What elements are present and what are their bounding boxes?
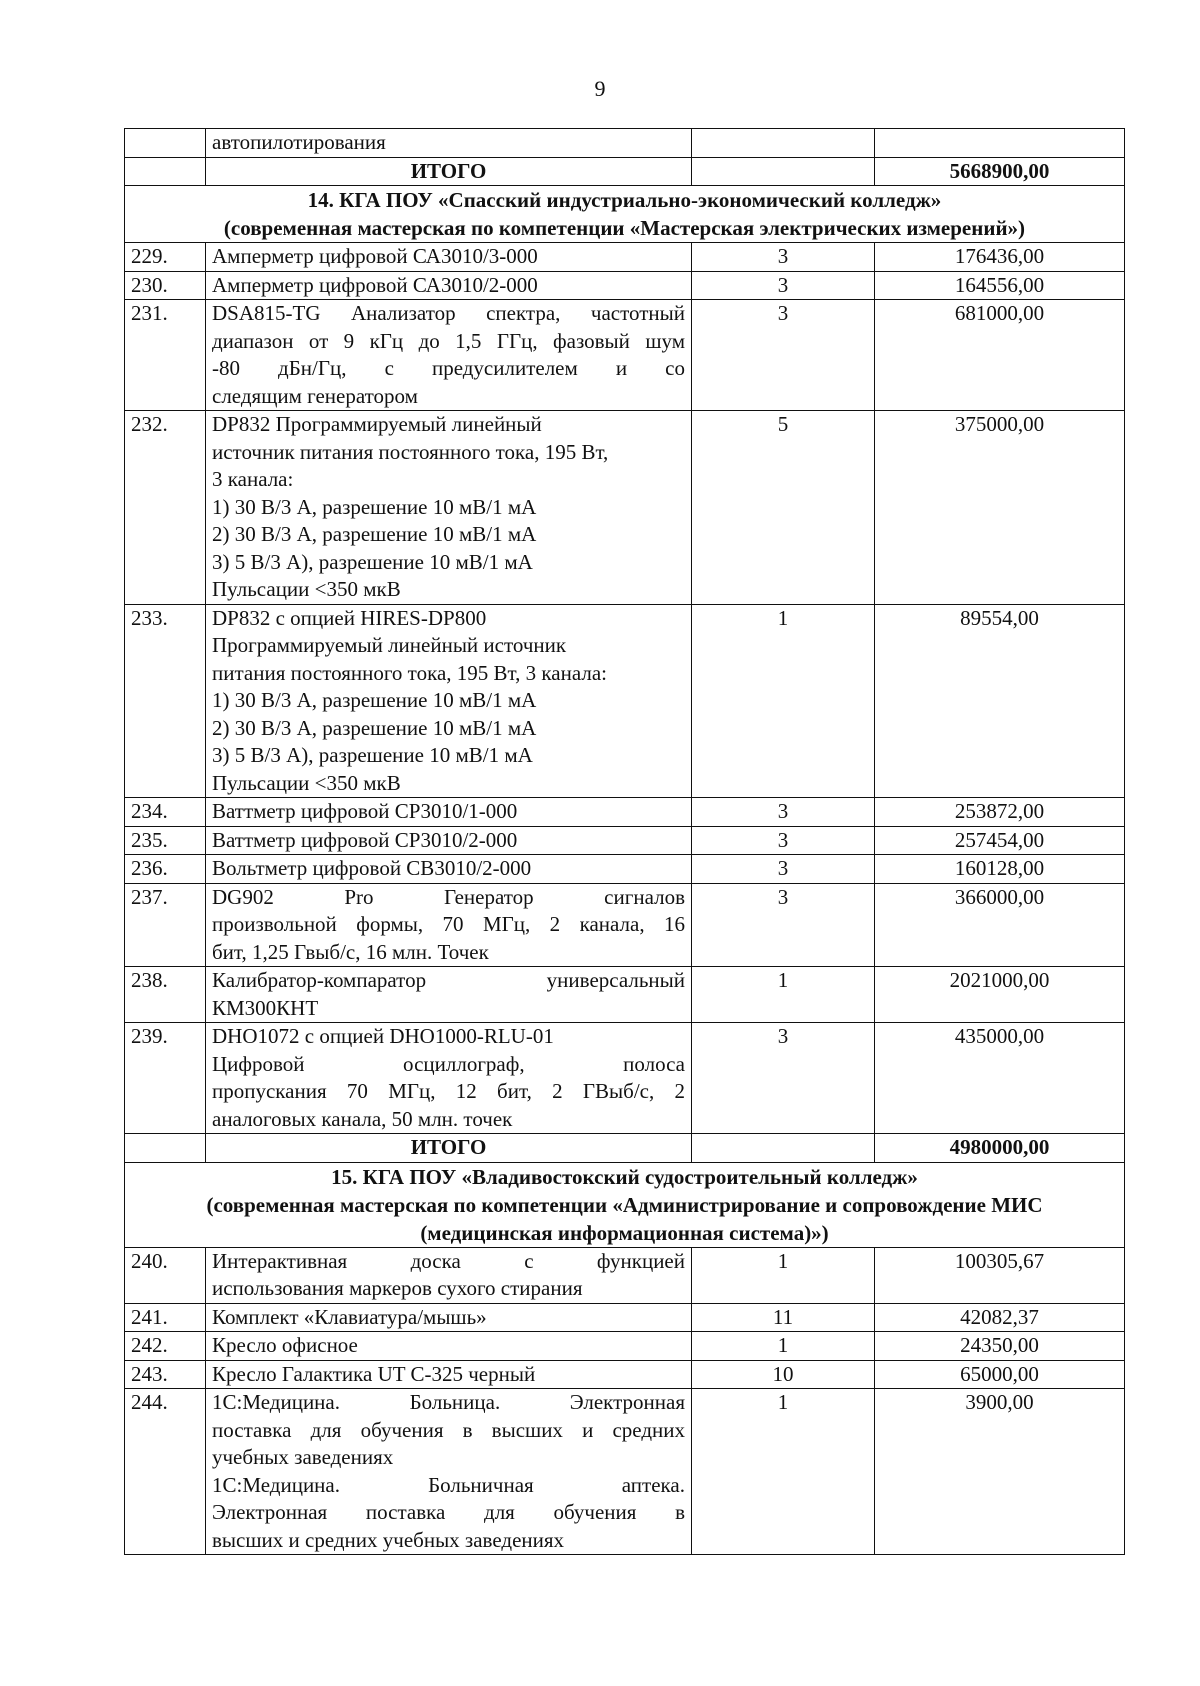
- item-name: [206, 411, 692, 605]
- item-name: [206, 855, 692, 884]
- item-number: 244.: [125, 1389, 206, 1555]
- item-name-line: питания постоянного тока, 195 Вт, 3 канала:: [212, 660, 607, 685]
- item-quantity: 3: [692, 300, 875, 411]
- item-price: 100305,67: [875, 1247, 1125, 1303]
- item-name: [206, 967, 692, 1023]
- item-number: 231.: [125, 300, 206, 411]
- item-number: 233.: [125, 604, 206, 798]
- item-name-line: 1С:Медицина. Больничная аптека.: [212, 1472, 685, 1497]
- item-quantity: 3: [692, 271, 875, 300]
- item-name-line: бит, 1,25 Гвыб/с, 16 млн. Точек: [212, 939, 489, 964]
- page-number: 9: [594, 76, 606, 101]
- item-price: 681000,00: [875, 300, 1125, 411]
- item-number: [125, 129, 206, 158]
- item-name-line: Амперметр цифровой СА3010/2-000: [212, 272, 538, 297]
- total-label: ИТОГО: [206, 157, 692, 186]
- item-name-line: использования маркеров сухого стирания: [212, 1276, 583, 1300]
- item-name-line: КМ300КНТ: [212, 995, 319, 1020]
- item-quantity: 3: [692, 883, 875, 967]
- item-number: 242.: [125, 1332, 206, 1361]
- item-name-line: Электронная поставка для обучения в: [212, 1500, 685, 1524]
- item-price: 65000,00: [875, 1360, 1125, 1389]
- item-name-line: DHO1072 с опцией DHO1000-RLU-01: [212, 1024, 554, 1048]
- total-value: 4980000,00: [875, 1134, 1125, 1163]
- item-name-line: Программируемый линейный источник: [212, 633, 567, 657]
- table-row: [125, 604, 1125, 798]
- item-number: 243.: [125, 1360, 206, 1389]
- item-quantity: 3: [692, 243, 875, 272]
- item-name-line: высших и средних учебных заведениях: [212, 1527, 565, 1552]
- table-row: [125, 243, 1125, 272]
- item-price: 435000,00: [875, 1023, 1125, 1134]
- section-header: [125, 186, 1125, 243]
- table-row: [125, 883, 1125, 967]
- item-name: [206, 604, 692, 798]
- item-quantity: 1: [692, 1332, 875, 1361]
- total-row: [125, 1134, 1125, 1163]
- section-header-line: 15. КГА ПОУ «Владивостокский судостроительный колледж»: [331, 1164, 918, 1189]
- item-price: 89554,00: [875, 604, 1125, 798]
- table-row: [125, 411, 1125, 605]
- item-name-line: автопилотирования: [212, 130, 386, 154]
- item-name-line: 1) 30 В/3 А, разрешение 10 мВ/1 мА: [212, 688, 537, 712]
- table-row: [125, 1247, 1125, 1303]
- item-number: 241.: [125, 1303, 206, 1332]
- item-quantity: 1: [692, 604, 875, 798]
- table-row: [125, 300, 1125, 411]
- section-header-line: (медицинская информационная система)»): [420, 1220, 829, 1245]
- item-name: [206, 1303, 692, 1332]
- item-quantity: 3: [692, 855, 875, 884]
- item-name-line: Кресло офисное: [212, 1333, 358, 1357]
- item-price: 375000,00: [875, 411, 1125, 605]
- item-number: 237.: [125, 883, 206, 967]
- table-row: [125, 1023, 1125, 1134]
- total-empty-cell: [125, 1134, 206, 1163]
- table-row: [125, 1332, 1125, 1361]
- item-name-line: 3 канала:: [212, 467, 294, 491]
- item-quantity: 5: [692, 411, 875, 605]
- item-name-line: Ваттметр цифровой СР3010/1-000: [212, 799, 518, 823]
- item-price: 42082,37: [875, 1303, 1125, 1332]
- table-row: [125, 855, 1125, 884]
- section-header: [125, 1162, 1125, 1247]
- table-row: [125, 967, 1125, 1023]
- table-row: [125, 1389, 1125, 1555]
- item-number: 239.: [125, 1023, 206, 1134]
- item-name: [206, 1247, 692, 1303]
- item-name-line: 1) 30 В/3 А, разрешение 10 мВ/1 мА: [212, 494, 537, 519]
- total-empty-cell: [692, 1134, 875, 1163]
- item-name-line: DP832 с опцией HIRES-DP800: [212, 605, 487, 630]
- total-empty-cell: [692, 157, 875, 186]
- item-name-line: поставка для обучения в высших и средних: [212, 1417, 685, 1442]
- item-price: 164556,00: [875, 271, 1125, 300]
- item-price: 253872,00: [875, 798, 1125, 827]
- item-number: 229.: [125, 243, 206, 272]
- item-name: [206, 271, 692, 300]
- item-name-line: Кресло Галактика UT С-325 черный: [212, 1361, 536, 1386]
- item-name: [206, 883, 692, 967]
- item-name: [206, 243, 692, 272]
- equipment-table: [124, 128, 1125, 1555]
- item-name: [206, 798, 692, 827]
- item-price: 2021000,00: [875, 967, 1125, 1023]
- item-name-line: 2) 30 В/3 А, разрешение 10 мВ/1 мА: [212, 715, 537, 740]
- total-empty-cell: [125, 157, 206, 186]
- item-name: [206, 300, 692, 411]
- item-price: 3900,00: [875, 1389, 1125, 1555]
- item-number: 238.: [125, 967, 206, 1023]
- item-price: 160128,00: [875, 855, 1125, 884]
- item-quantity: 3: [692, 826, 875, 855]
- item-quantity: 11: [692, 1303, 875, 1332]
- table-row: [125, 826, 1125, 855]
- item-name-line: Вольтметр цифровой СВ3010/2-000: [212, 856, 532, 880]
- item-name-line: Пульсации <350 мкВ: [212, 770, 401, 795]
- table-body: [125, 129, 1125, 1555]
- total-label: ИТОГО: [206, 1134, 692, 1163]
- item-price: 24350,00: [875, 1332, 1125, 1361]
- item-name: [206, 1332, 692, 1361]
- item-name-line: Ваттметр цифровой СР3010/2-000: [212, 827, 518, 852]
- item-quantity: 1: [692, 967, 875, 1023]
- item-name-line: -80 дБн/Гц, с предусилителем и со: [212, 356, 685, 380]
- item-name: [206, 1389, 692, 1555]
- item-name-line: аналоговых канала, 50 млн. точек: [212, 1106, 513, 1131]
- item-name-line: 3) 5 В/3 А), разрешение 10 мВ/1 мА: [212, 549, 533, 574]
- item-name-line: DG902 Pro Генератор сигналов: [212, 884, 685, 909]
- item-price: [875, 129, 1125, 158]
- item-name: [206, 1360, 692, 1389]
- item-name-line: 1С:Медицина. Больница. Электронная: [212, 1390, 685, 1414]
- table-row: [125, 271, 1125, 300]
- item-name-line: DSA815-TG Анализатор спектра, частотный: [212, 301, 685, 325]
- item-number: 236.: [125, 855, 206, 884]
- item-name-line: Пульсации <350 мкВ: [212, 577, 401, 601]
- item-name-line: следящим генератором: [212, 383, 418, 408]
- item-number: 232.: [125, 411, 206, 605]
- section-header-line: (современная мастерская по компетенции «Мастерская электрических измерений»): [223, 216, 1026, 240]
- item-quantity: 1: [692, 1247, 875, 1303]
- section-header-row: [125, 1162, 1125, 1247]
- item-name-line: диапазон от 9 кГц до 1,5 ГГц, фазовый шум: [212, 328, 685, 353]
- item-number: 234.: [125, 798, 206, 827]
- item-price: 366000,00: [875, 883, 1125, 967]
- table-row: [125, 1360, 1125, 1389]
- table-row: [125, 129, 1125, 158]
- item-name: [206, 129, 692, 158]
- item-name-line: DP832 Программируемый линейный: [212, 412, 542, 436]
- item-quantity: 3: [692, 1023, 875, 1134]
- total-row: [125, 157, 1125, 186]
- item-number: 240.: [125, 1247, 206, 1303]
- item-number: 230.: [125, 271, 206, 300]
- item-name-line: источник питания постоянного тока, 195 Вт,: [212, 439, 609, 464]
- item-name: [206, 826, 692, 855]
- item-name-line: 2) 30 В/3 А, разрешение 10 мВ/1 мА: [212, 522, 537, 546]
- item-name-line: Цифровой осциллограф, полоса: [212, 1051, 685, 1076]
- item-name-line: Интерактивная доска с функцией: [212, 1248, 685, 1273]
- total-value: 5668900,00: [875, 157, 1125, 186]
- item-name-line: пропускания 70 МГц, 12 бит, 2 ГВыб/с, 2: [212, 1079, 685, 1103]
- item-name-line: 3) 5 В/3 А), разрешение 10 мВ/1 мА: [212, 743, 533, 767]
- item-name-line: Комплект «Клавиатура/мышь»: [212, 1304, 487, 1329]
- item-price: 257454,00: [875, 826, 1125, 855]
- item-number: 235.: [125, 826, 206, 855]
- section-header-line: 14. КГА ПОУ «Спасский индустриально-экономический колледж»: [307, 188, 942, 212]
- item-name: [206, 1023, 692, 1134]
- table-row: [125, 798, 1125, 827]
- item-name-line: Калибратор-компаратор универсальный: [212, 968, 685, 992]
- item-name-line: Амперметр цифровой СА3010/3-000: [212, 244, 538, 268]
- section-header-line: (современная мастерская по компетенции «Администрирование и сопровождение МИС: [206, 1192, 1043, 1217]
- item-quantity: 3: [692, 798, 875, 827]
- item-name-line: учебных заведениях: [212, 1445, 394, 1469]
- item-quantity: [692, 129, 875, 158]
- table-row: [125, 1303, 1125, 1332]
- item-price: 176436,00: [875, 243, 1125, 272]
- item-name-line: произвольной формы, 70 МГц, 2 канала, 16: [212, 912, 685, 936]
- item-quantity: 10: [692, 1360, 875, 1389]
- item-quantity: 1: [692, 1389, 875, 1555]
- section-header-row: [125, 186, 1125, 243]
